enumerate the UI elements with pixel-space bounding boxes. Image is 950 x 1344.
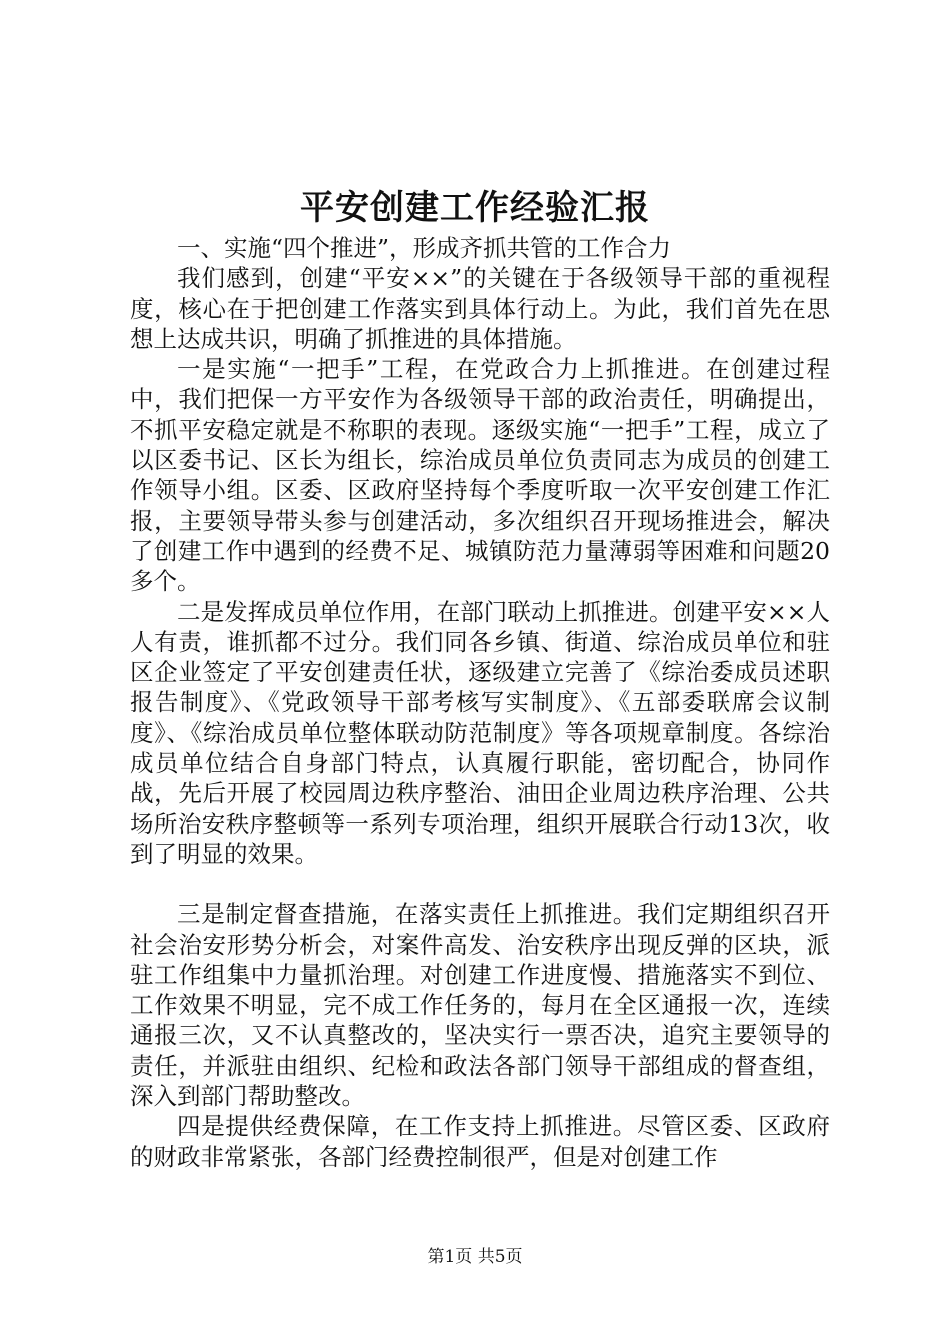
document-title: 平安创建工作经验汇报 <box>300 188 650 228</box>
body-paragraph: 我们感到，创建“平安××”的关键在于各级领导干部的重视程度，核心在于把创建工作落实到具体行动上。为此，我们首先在思想上达成共识，明确了抓推进的具体措施。 <box>130 264 830 353</box>
page-footer: 第1页 共5页 <box>427 1247 523 1267</box>
body-paragraph: 三是制定督查措施，在落实责任上抓推进。我们定期组织召开社会治安形势分析会，对案件高发、治安秩序出现反弹的区块，派驻工作组集中力量抓治理。对创建工作进度慢、措施落实不到位、工作效果不明显，完不成工作任务的，每月在全区通报一次，连续通报三次，又不认真整改的，坚决实行一票否决，追究主要领导的责任，并派驻由组织、纪检和政法各部门领导干部组成的督查组，深入到部门帮助整改。 <box>130 900 830 1111</box>
body-paragraph: 一是实施“一把手”工程，在党政合力上抓推进。在创建过程中，我们把保一方平安作为各级领导干部的政治责任，明确提出，不抓平安稳定就是不称职的表现。逐级实施“一把手”工程，成立了以区委书记、区长为组长，综治成员单位负责同志为成员的创建工作领导小组。区委、区政府坚持每个季度听取一次平安创建工作汇报，主要领导带头参与创建活动，多次组织召开现场推进会，解决了创建工作中遇到的经费不足、城镇防范力量薄弱等困难和问题20多个。 <box>130 355 830 596</box>
body-paragraph: 二是发挥成员单位作用，在部门联动上抓推进。创建平安××人人有责，谁抓都不过分。我们同各乡镇、街道、综治成员单位和驻区企业签定了平安创建责任状，逐级建立完善了《综治委成员述职报告制度》、《党政领导干部考核写实制度》、《五部委联席会议制度》、《综治成员单位整体联动防范制度》等各项规章制度。各综治成员单位结合自身部门特点，认真履行职能，密切配合，协同作战，先后开展了校园周边秩序整治、油田企业周边秩序治理、公共场所治安秩序整顿等一系列专项治理，组织开展联合行动13次，收到了明显的效果。 <box>130 597 830 868</box>
body-paragraph: 四是提供经费保障，在工作支持上抓推进。尽管区委、区政府的财政非常紧张，各部门经费控制很严，但是对创建工作 <box>130 1112 830 1171</box>
section-heading: 一、实施“四个推进”，形成齐抓共管的工作合力 <box>177 234 672 262</box>
paragraph-spacer <box>130 869 830 899</box>
document-body <box>130 233 830 1172</box>
